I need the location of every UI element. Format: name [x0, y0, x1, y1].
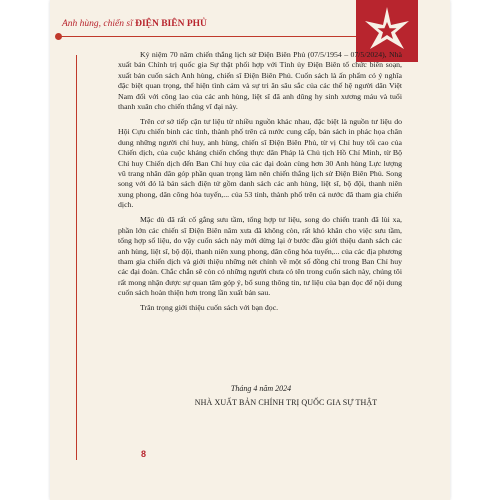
- header-rule: [58, 36, 378, 37]
- signature-date-row: [0, 384, 500, 393]
- paragraph-4: Trân trọng giới thiệu cuốn sách với bạn đọc.: [140, 303, 279, 313]
- paragraph-1: Kỷ niệm 70 năm chiến thắng lịch sử Điện Biên Phủ (07/5/1954 – 07/5/2024), Nhà xuất bản Chính trị quốc gia Sự thật phối hợp với Tỉnh ủy Điện Biên tổ chức biên soạn, xuất bản cuốn sách Anh hùng, chiến sĩ Điện Biên Phủ. Cuốn sách là ấn phẩm có ý nghĩa đặc biệt quan trọng, thể hiện tình cảm và sự tri ân sâu sắc của các thế hệ người dân Việt Nam đối với công lao của các anh hùng, liệt sĩ đã anh dũng hy sinh xương máu và tuổi thanh xuân cho chiến thắng vĩ đại này.: [118, 50, 402, 112]
- signature-date: Tháng 4 năm 2024: [230, 384, 292, 393]
- paragraph-3: Mặc dù đã rất cố gắng sưu tầm, tổng hợp tư liệu, song do chiến tranh đã lùi xa, phần lớn các chiến sĩ Điện Biên năm xưa đã không còn, rất khó khăn cho việc sưu tầm, tổng hợp số liệu, do vậy cuốn sách này mới dừng lại ở bước đầu giới thiệu danh sách các anh hùng, liệt sĩ, bộ đội, thanh niên xung phong, dân công hỏa tuyến,... của các địa phương tham gia chiến dịch và giới thiệu những nét chính về một số đồng chí trong Ban Chỉ huy các đại đoàn. Chắc chắn sẽ còn có những người chưa có tên trong cuốn sách này, chúng tôi rất mong nhận được sự quan tâm góp ý, bổ sung thông tin, tư liệu của bạn đọc để nội dung cuốn sách hoàn thiện hơn trong lần xuất bản sau.: [118, 215, 402, 298]
- body-text: [118, 50, 402, 316]
- signature-publisher: NHÀ XUẤT BẢN CHÍNH TRỊ QUỐC GIA SỰ THẬT: [194, 398, 378, 407]
- running-header: [62, 19, 207, 29]
- header-title-italic: Anh hùng, chiến sĩ: [62, 19, 136, 29]
- paragraph-2: Trên cơ sở tiếp cận tư liệu từ nhiều nguồn khác nhau, đặc biệt là nguồn tư liệu do Hội Cựu chiến binh các tỉnh, thành phố trên cả nước cung cấp, bản sách in phác họa chân dung những người chỉ huy, anh hùng, chiến sĩ Điện Biên Phủ, từ vị Chỉ huy tối cao của Chiến dịch, của cuộc kháng chiến chống thực dân Pháp là Chủ tịch Hồ Chí Minh, từ Bộ Chỉ huy Chiến dịch đến Ban Chỉ huy của các đại đoàn cùng hơn 30 Anh hùng Lực lượng vũ trang nhân dân góp phần quan trọng làm nên chiến thắng lịch sử Điện Biên Phủ. Song song với đó là bản sách điện tử gồm danh sách các anh hùng, liệt sĩ, bộ đội, thanh niên xung phong, dân công hỏa tuyến,... của 53 tỉnh, thành phố trên cả nước đã tham gia chiến dịch.: [118, 117, 402, 210]
- page-number: 8: [141, 449, 147, 459]
- signature-publisher-row: [0, 398, 500, 407]
- header-title-bold: ĐIỆN BIÊN PHỦ: [135, 19, 207, 29]
